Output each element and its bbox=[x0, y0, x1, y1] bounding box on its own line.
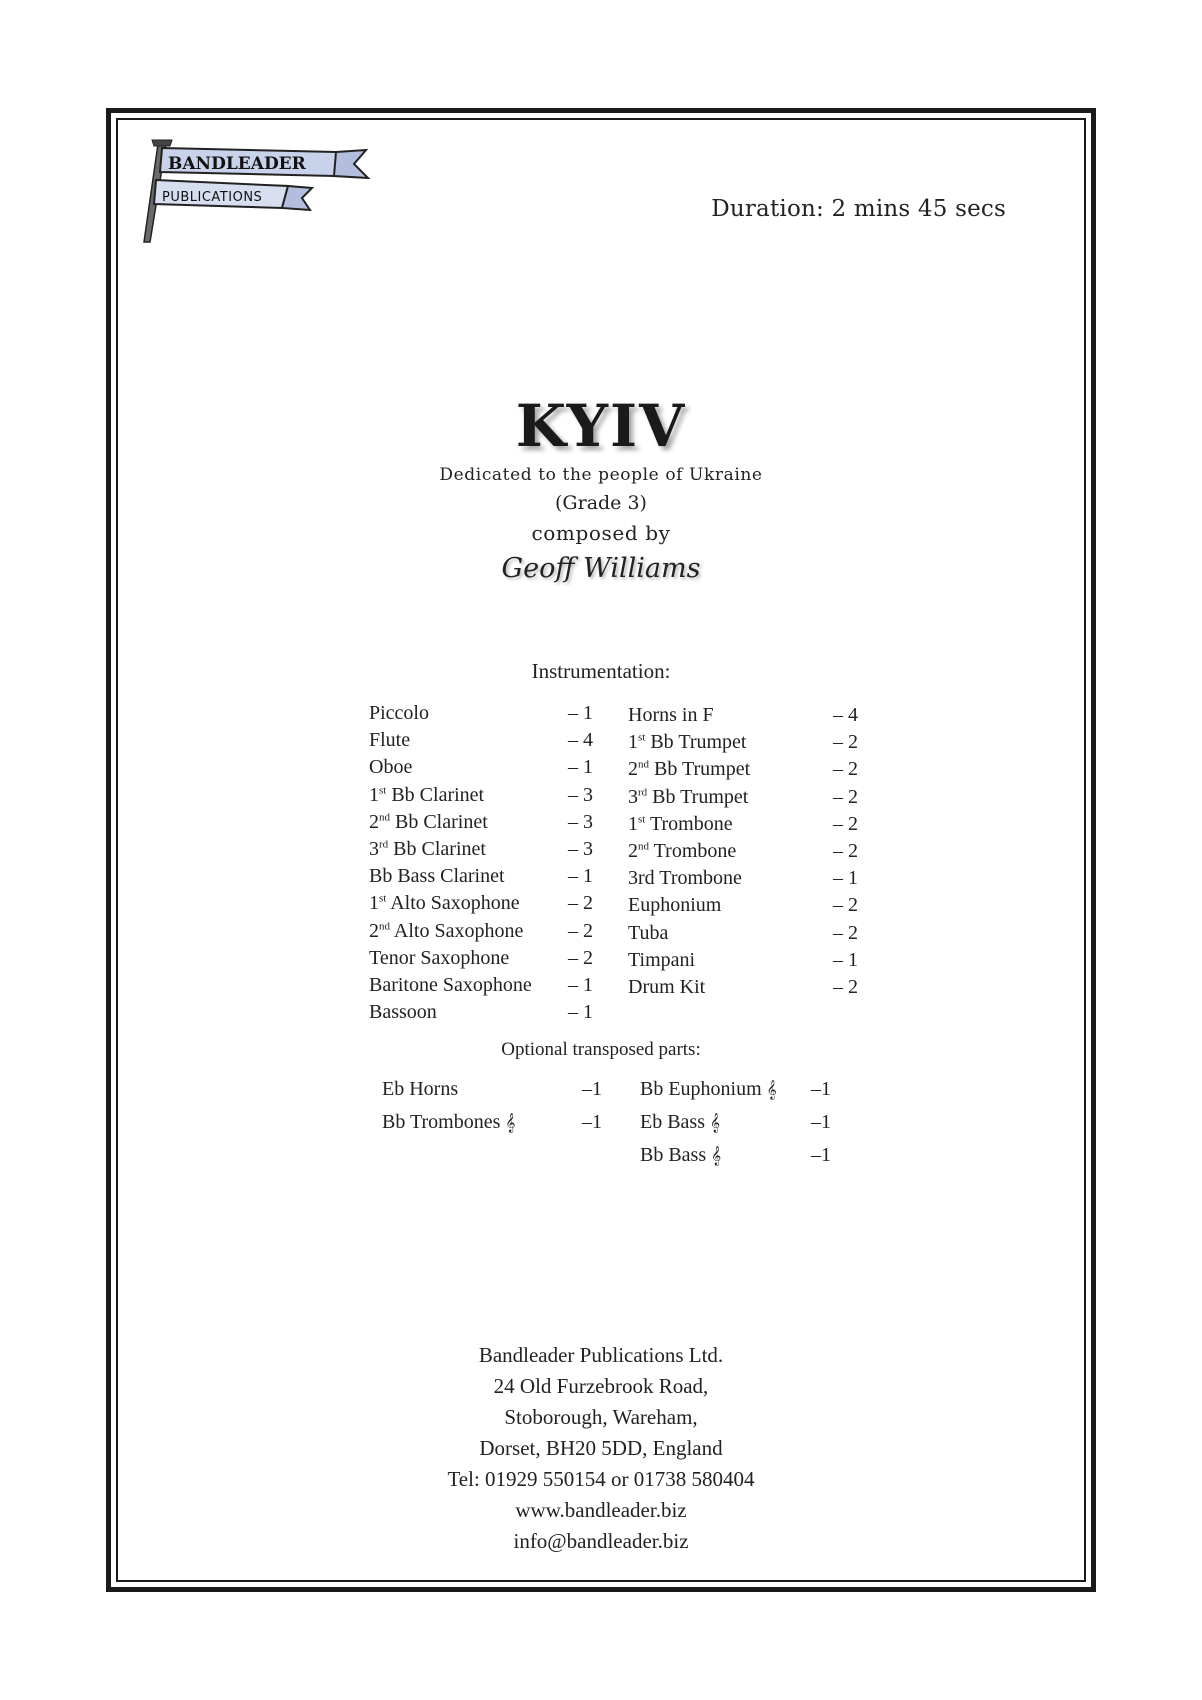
instrument-quantity: – 2 bbox=[568, 892, 593, 915]
instrument-quantity: – 2 bbox=[833, 839, 858, 862]
instrument-name bbox=[369, 702, 429, 724]
instrument-name bbox=[369, 920, 523, 942]
ordinal-suffix: rd bbox=[379, 838, 389, 851]
instrument-quantity: – 2 bbox=[833, 785, 858, 808]
instrument-row bbox=[369, 727, 599, 754]
instrument-name bbox=[628, 894, 721, 916]
instrument-name bbox=[369, 865, 505, 887]
instrument-row bbox=[369, 836, 599, 863]
instrument-name bbox=[628, 976, 705, 998]
ordinal-number: 2 bbox=[369, 810, 379, 833]
optional-part-quantity: –1 bbox=[811, 1144, 831, 1166]
instrument-name bbox=[628, 786, 748, 808]
instrument-list-right bbox=[628, 702, 860, 1001]
optional-part-quantity: –1 bbox=[811, 1078, 831, 1100]
address-line: Tel: 01929 550154 or 01738 580404 bbox=[447, 1467, 755, 1491]
instrument-name bbox=[628, 758, 750, 780]
dedication: Dedicated to the people of Ukraine bbox=[439, 465, 763, 485]
optional-part-name: Bb Trombones bbox=[382, 1111, 506, 1133]
optional-part-row bbox=[640, 1106, 840, 1139]
instrument-quantity: – 4 bbox=[833, 704, 858, 726]
instrument-row bbox=[369, 999, 599, 1026]
instrument-quantity: – 2 bbox=[833, 975, 858, 998]
instrument-row bbox=[369, 809, 599, 836]
instrument-name bbox=[628, 813, 733, 835]
instrument-name bbox=[369, 892, 520, 914]
instrument-quantity: – 3 bbox=[568, 837, 593, 860]
instrument-label: Oboe bbox=[369, 756, 413, 779]
instrumentation-heading: Instrumentation: bbox=[531, 659, 671, 683]
instrument-label: Flute bbox=[369, 729, 411, 752]
instrument-quantity: – 3 bbox=[568, 783, 593, 806]
optional-part-row bbox=[640, 1139, 840, 1172]
instrument-name bbox=[369, 784, 484, 806]
ordinal-suffix: nd bbox=[638, 758, 649, 771]
instrument-quantity: – 1 bbox=[833, 867, 858, 890]
instrument-label: Bb Clarinet bbox=[388, 837, 486, 860]
instrument-name bbox=[628, 704, 714, 726]
instrument-quantity: – 1 bbox=[568, 702, 593, 724]
optional-part-quantity: –1 bbox=[582, 1078, 602, 1100]
instrument-label: Timpani bbox=[628, 948, 696, 971]
instrument-row bbox=[628, 865, 860, 892]
instrument-row bbox=[628, 892, 860, 919]
ordinal-suffix: st bbox=[638, 813, 646, 826]
instrument-row bbox=[628, 811, 860, 838]
instrument-name bbox=[628, 922, 668, 944]
optional-part-quantity: –1 bbox=[582, 1111, 602, 1133]
instrument-label: Baritone Saxophone bbox=[369, 973, 532, 996]
optional-parts-heading: Optional transposed parts: bbox=[501, 1039, 701, 1060]
instrument-list-left bbox=[369, 700, 599, 1026]
optional-part-row bbox=[382, 1106, 612, 1139]
ordinal-number: 1 bbox=[369, 783, 379, 806]
instrument-row bbox=[628, 784, 860, 811]
address-line: Bandleader Publications Ltd. bbox=[478, 1343, 724, 1367]
optional-parts-right bbox=[640, 1073, 840, 1172]
instrument-quantity: – 1 bbox=[568, 973, 593, 996]
instrument-row bbox=[369, 782, 599, 809]
instrument-label: Trombone bbox=[649, 839, 737, 862]
address-line: Dorset, BH20 5DD, England bbox=[479, 1436, 723, 1460]
instrument-row bbox=[369, 890, 599, 917]
treble-clef-icon: 𝄞 bbox=[505, 1113, 516, 1133]
optional-part-name: Bb Euphonium bbox=[640, 1078, 767, 1100]
address-line: 24 Old Furzebrook Road, bbox=[493, 1374, 709, 1398]
ordinal-number: 1 bbox=[628, 812, 638, 835]
instrument-label: Piccolo bbox=[369, 702, 429, 724]
instrument-name bbox=[369, 974, 532, 996]
instrument-name bbox=[369, 811, 488, 833]
optional-part-quantity: –1 bbox=[811, 1111, 831, 1133]
instrument-quantity: – 2 bbox=[833, 894, 858, 917]
instrument-label: Trombone bbox=[645, 812, 733, 835]
instrument-label: Horns in F bbox=[628, 704, 714, 726]
bandleader-logo bbox=[136, 136, 372, 246]
instrument-quantity: – 2 bbox=[568, 919, 593, 942]
instrument-label: Bb Clarinet bbox=[386, 783, 485, 806]
instrument-quantity: – 2 bbox=[833, 921, 858, 944]
instrument-name bbox=[369, 947, 509, 969]
instrument-row bbox=[369, 945, 599, 972]
instrument-label: Bb Bass Clarinet bbox=[369, 865, 505, 888]
instrument-row bbox=[628, 729, 860, 756]
logo-line2: PUBLICATIONS bbox=[162, 190, 263, 205]
instrument-quantity: – 1 bbox=[568, 756, 593, 779]
instrument-quantity: – 2 bbox=[833, 731, 858, 754]
ordinal-suffix: rd bbox=[638, 785, 648, 798]
optional-part-name: Bb Bass bbox=[640, 1144, 712, 1166]
instrument-label: Bb Trumpet bbox=[645, 731, 747, 754]
instrument-quantity: – 3 bbox=[568, 810, 593, 833]
instrument-row bbox=[628, 920, 860, 947]
piece-title bbox=[0, 392, 1202, 460]
instrument-quantity: – 4 bbox=[568, 729, 593, 752]
composer-name: Geoff Williams bbox=[501, 553, 701, 584]
treble-clef-icon: 𝄞 bbox=[766, 1080, 777, 1100]
optional-part-row bbox=[640, 1073, 840, 1106]
ordinal-number: 2 bbox=[628, 839, 638, 862]
title-text: KYIV bbox=[515, 392, 687, 460]
instrument-quantity: – 2 bbox=[833, 812, 858, 835]
instrument-row bbox=[628, 974, 860, 1001]
ordinal-suffix: nd bbox=[379, 919, 390, 932]
instrument-quantity: – 1 bbox=[568, 865, 593, 888]
instrument-label: Bb Trumpet bbox=[649, 758, 751, 781]
optional-part-name: Eb Horns bbox=[382, 1078, 459, 1100]
instrument-quantity: – 2 bbox=[833, 758, 858, 781]
address-line: www.bandleader.biz bbox=[515, 1498, 687, 1522]
instrument-row bbox=[628, 838, 860, 865]
instrument-row bbox=[628, 756, 860, 783]
instrument-label: Alto Saxophone bbox=[386, 892, 520, 915]
ordinal-number: 2 bbox=[628, 758, 638, 781]
ordinal-suffix: st bbox=[379, 783, 387, 796]
instrument-quantity: – 2 bbox=[568, 946, 593, 969]
optional-parts-left bbox=[382, 1073, 612, 1139]
instrument-label: Bb Trumpet bbox=[647, 785, 749, 808]
instrument-name bbox=[628, 949, 695, 971]
instrument-name bbox=[369, 756, 412, 778]
duration-text: Duration: 2 mins 45 secs bbox=[711, 196, 1006, 222]
ordinal-number: 3 bbox=[628, 785, 638, 808]
instrument-label: Bb Clarinet bbox=[390, 810, 488, 833]
address-line: Stoborough, Wareham, bbox=[504, 1405, 698, 1429]
instrument-name bbox=[369, 729, 410, 751]
grade: (Grade 3) bbox=[555, 492, 647, 514]
instrument-name bbox=[628, 867, 742, 889]
ordinal-suffix: nd bbox=[379, 811, 390, 824]
instrument-row bbox=[369, 754, 599, 781]
instrument-name bbox=[628, 840, 736, 862]
ordinal-suffix: st bbox=[379, 892, 387, 905]
ordinal-suffix: nd bbox=[638, 840, 649, 853]
address-line: info@bandleader.biz bbox=[513, 1529, 689, 1553]
ordinal-number: 3 bbox=[369, 837, 379, 860]
ordinal-number: 1 bbox=[369, 892, 379, 915]
instrument-quantity: – 1 bbox=[833, 948, 858, 971]
ordinal-number: 2 bbox=[369, 919, 379, 942]
treble-clef-icon: 𝄞 bbox=[711, 1146, 722, 1166]
instrument-row bbox=[369, 918, 599, 945]
composed-by: composed by bbox=[531, 521, 671, 545]
optional-part-name: Eb Bass bbox=[640, 1111, 710, 1133]
logo-line1: BANDLEADER bbox=[168, 154, 306, 174]
treble-clef-icon: 𝄞 bbox=[710, 1113, 721, 1133]
instrument-label: Alto Saxophone bbox=[390, 919, 524, 942]
instrument-label: Tuba bbox=[628, 921, 669, 944]
instrument-name bbox=[369, 1001, 437, 1023]
instrument-label: Bassoon bbox=[369, 1001, 437, 1024]
instrument-quantity: – 1 bbox=[568, 1001, 593, 1024]
instrument-label: 3rd Trombone bbox=[628, 867, 742, 890]
ordinal-suffix: st bbox=[638, 731, 646, 744]
instrument-name bbox=[369, 838, 486, 860]
ordinal-number: 1 bbox=[628, 731, 638, 754]
publisher-address bbox=[0, 1340, 1202, 1557]
instrument-name bbox=[628, 731, 747, 753]
instrument-row bbox=[369, 700, 599, 727]
instrument-row bbox=[369, 863, 599, 890]
instrument-label: Drum Kit bbox=[628, 975, 706, 998]
instrument-row bbox=[628, 702, 860, 729]
instrument-label: Tenor Saxophone bbox=[369, 946, 510, 969]
optional-part-row bbox=[382, 1073, 612, 1106]
instrument-row bbox=[628, 947, 860, 974]
instrument-row bbox=[369, 972, 599, 999]
instrument-label: Euphonium bbox=[628, 894, 722, 917]
